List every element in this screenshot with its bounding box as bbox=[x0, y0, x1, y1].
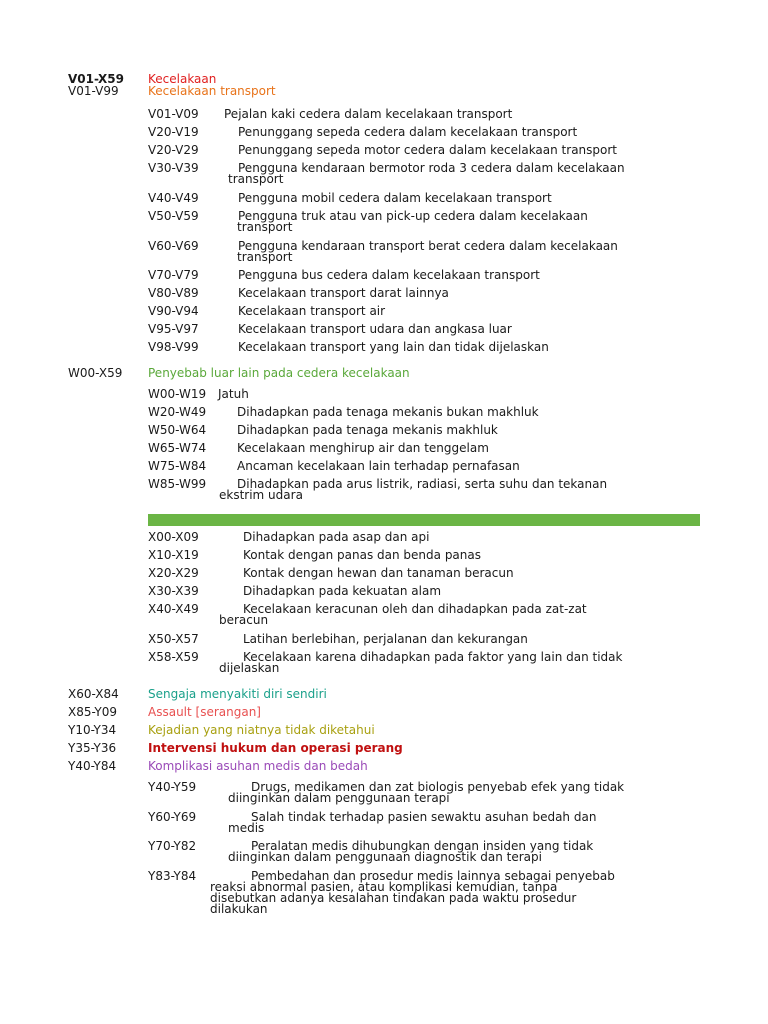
list-item bbox=[148, 193, 552, 204]
category-label: Kecelakaan bbox=[148, 72, 217, 86]
item-code: W65-W74 bbox=[148, 441, 207, 455]
item-text: Kecelakaan keracunan oleh dan dihadapkan pada zat-zat bbox=[243, 602, 587, 616]
item-code: V70-V79 bbox=[148, 268, 199, 282]
list-item bbox=[148, 241, 618, 263]
list-item bbox=[148, 568, 514, 579]
list-item bbox=[148, 841, 593, 863]
item-text: Salah tindak terhadap pasien sewaktu asuhan bedah dan bbox=[251, 810, 597, 824]
item-code: V30-V39 bbox=[148, 161, 199, 175]
list-item bbox=[148, 443, 489, 454]
item-text: Pejalan kaki cedera dalam kecelakaan transport bbox=[224, 107, 513, 121]
item-code: W75-W84 bbox=[148, 459, 207, 473]
item-text: Dihadapkan pada tenaga mekanis bukan makhluk bbox=[237, 405, 539, 419]
item-text: Pengguna kendaraan transport berat cedera dalam kecelakaan bbox=[238, 239, 618, 253]
list-item bbox=[148, 109, 512, 120]
list-item bbox=[148, 288, 449, 299]
category-code: V01-V99 bbox=[68, 84, 119, 98]
list-item bbox=[148, 163, 625, 185]
list-item bbox=[148, 270, 540, 281]
item-text: Penunggang sepeda cedera dalam kecelakaan transport bbox=[238, 125, 578, 139]
list-item bbox=[148, 782, 624, 804]
category-code: X60-X84 bbox=[68, 687, 119, 701]
item-text: Dihadapkan pada arus listrik, radiasi, serta suhu dan tekanan bbox=[237, 477, 608, 491]
item-code: V60-V69 bbox=[148, 239, 199, 253]
list-item bbox=[148, 604, 587, 626]
category-row bbox=[68, 759, 368, 773]
category-label: Komplikasi asuhan medis dan bedah bbox=[148, 759, 368, 773]
category-row bbox=[68, 366, 410, 380]
list-item bbox=[148, 425, 498, 436]
list-item bbox=[148, 461, 520, 472]
category-code: X85-Y09 bbox=[68, 705, 117, 719]
category-code: Y35-Y36 bbox=[68, 741, 117, 755]
item-text: Kecelakaan menghirup air dan tenggelam bbox=[237, 441, 489, 455]
item-text-continued: dijelaskan bbox=[219, 661, 280, 675]
item-code: Y70-Y82 bbox=[148, 839, 197, 853]
category-row bbox=[68, 687, 327, 701]
item-code: X40-X49 bbox=[148, 602, 199, 616]
list-item bbox=[148, 306, 385, 317]
item-text: Dihadapkan pada asap dan api bbox=[243, 530, 430, 544]
category-code: Y10-Y34 bbox=[68, 723, 117, 737]
item-code: W50-W64 bbox=[148, 423, 207, 437]
category-label: Intervensi hukum dan operasi perang bbox=[148, 741, 403, 755]
item-text: Drugs, medikamen dan zat biologis penyebab efek yang tidak bbox=[251, 780, 625, 794]
item-text: Penunggang sepeda motor cedera dalam kecelakaan transport bbox=[238, 143, 618, 157]
list-item bbox=[148, 550, 481, 561]
item-text-continued: ekstrim udara bbox=[219, 488, 303, 502]
item-text: Pengguna bus cedera dalam kecelakaan transport bbox=[238, 268, 540, 282]
item-text: Kecelakaan transport darat lainnya bbox=[238, 286, 449, 300]
category-label: Kejadian yang niatnya tidak diketahui bbox=[148, 723, 375, 737]
item-text: Pengguna truk atau van pick-up cedera dalam kecelakaan bbox=[238, 209, 588, 223]
item-code: V40-V49 bbox=[148, 191, 199, 205]
item-code: X00-X09 bbox=[148, 530, 199, 544]
category-code: W00-X59 bbox=[68, 366, 123, 380]
item-text-continued: transport bbox=[228, 172, 284, 186]
item-code: V01-V09 bbox=[148, 107, 199, 121]
item-text: Kontak dengan hewan dan tanaman beracun bbox=[243, 566, 514, 580]
list-item bbox=[148, 407, 539, 418]
list-item bbox=[148, 145, 617, 156]
item-code: V20-V29 bbox=[148, 143, 199, 157]
item-code: Y60-Y69 bbox=[148, 810, 197, 824]
list-item bbox=[148, 324, 512, 335]
item-code: X50-X57 bbox=[148, 632, 199, 646]
category-label: Penyebab luar lain pada cedera kecelakaan bbox=[148, 366, 410, 380]
category-row bbox=[68, 723, 375, 737]
item-text: Pengguna mobil cedera dalam kecelakaan transport bbox=[238, 191, 552, 205]
item-text: Kecelakaan karena dihadapkan pada faktor yang lain dan tidak bbox=[243, 650, 623, 664]
category-label: Sengaja menyakiti diri sendiri bbox=[148, 687, 327, 701]
list-item bbox=[148, 127, 577, 138]
item-text: Jatuh bbox=[218, 387, 249, 401]
item-text: Kecelakaan transport air bbox=[238, 304, 386, 318]
category-code: V01-X59 bbox=[68, 72, 124, 86]
item-text-continued: transport bbox=[237, 250, 293, 264]
item-text: Ancaman kecelakaan lain terhadap pernafasan bbox=[237, 459, 520, 473]
list-item bbox=[148, 652, 622, 674]
category-label: Assault [serangan] bbox=[148, 705, 261, 719]
item-text: Kecelakaan transport udara dan angkasa luar bbox=[238, 322, 512, 336]
item-code: W20-W49 bbox=[148, 405, 207, 419]
item-code: X58-X59 bbox=[148, 650, 199, 664]
item-text-continued: diinginkan dalam penggunaan diagnostik dan terapi bbox=[228, 850, 542, 864]
list-item bbox=[148, 871, 615, 915]
item-text: Kecelakaan transport yang lain dan tidak dijelaskan bbox=[238, 340, 549, 354]
item-code: X20-X29 bbox=[148, 566, 199, 580]
item-text: Kontak dengan panas dan benda panas bbox=[243, 548, 481, 562]
category-row bbox=[68, 741, 403, 755]
item-code: V95-V97 bbox=[148, 322, 199, 336]
item-text-continued: transport bbox=[237, 220, 293, 234]
list-item bbox=[148, 634, 528, 645]
item-text: Peralatan medis dihubungkan dengan insiden yang tidak bbox=[251, 839, 594, 853]
category-row bbox=[68, 705, 261, 719]
list-item bbox=[148, 211, 588, 233]
category-code: Y40-Y84 bbox=[68, 759, 117, 773]
item-code: W00-W19 bbox=[148, 387, 207, 401]
item-text-continued: reaksi abnormal pasien, atau komplikasi kemudian, tanpa bbox=[210, 880, 558, 894]
item-text: Pengguna kendaraan bermotor roda 3 cedera dalam kecelakaan bbox=[238, 161, 625, 175]
item-code: X30-X39 bbox=[148, 584, 199, 598]
list-item bbox=[148, 479, 607, 501]
item-text-continued: beracun bbox=[219, 613, 269, 627]
item-code: W85-W99 bbox=[148, 477, 207, 491]
category-label: Kecelakaan transport bbox=[148, 84, 276, 98]
item-code: V98-V99 bbox=[148, 340, 199, 354]
item-text-continued: dilakukan bbox=[210, 902, 268, 916]
item-text: Dihadapkan pada tenaga mekanis makhluk bbox=[237, 423, 498, 437]
list-item bbox=[148, 389, 249, 400]
list-item bbox=[148, 812, 596, 834]
list-item bbox=[148, 532, 429, 543]
item-code: V20-V19 bbox=[148, 125, 199, 139]
item-text-continued: diinginkan dalam penggunaan terapi bbox=[228, 791, 450, 805]
item-code: V80-V89 bbox=[148, 286, 199, 300]
item-text-continued: medis bbox=[228, 821, 265, 835]
item-code: V50-V59 bbox=[148, 209, 199, 223]
item-code: X10-X19 bbox=[148, 548, 199, 562]
item-text: Latihan berlebihan, perjalanan dan kekurangan bbox=[243, 632, 528, 646]
item-text: Dihadapkan pada kekuatan alam bbox=[243, 584, 442, 598]
item-code: Y83-Y84 bbox=[148, 869, 197, 883]
item-text-continued: disebutkan adanya kesalahan tindakan pada waktu prosedur bbox=[210, 891, 577, 905]
item-code: Y40-Y59 bbox=[148, 780, 197, 794]
section-divider-bar bbox=[148, 514, 700, 526]
list-item bbox=[148, 586, 441, 597]
list-item bbox=[148, 342, 549, 353]
category-row bbox=[68, 84, 276, 98]
item-code: V90-V94 bbox=[148, 304, 199, 318]
item-text: Pembedahan dan prosedur medis lainnya sebagai penyebab bbox=[251, 869, 615, 883]
